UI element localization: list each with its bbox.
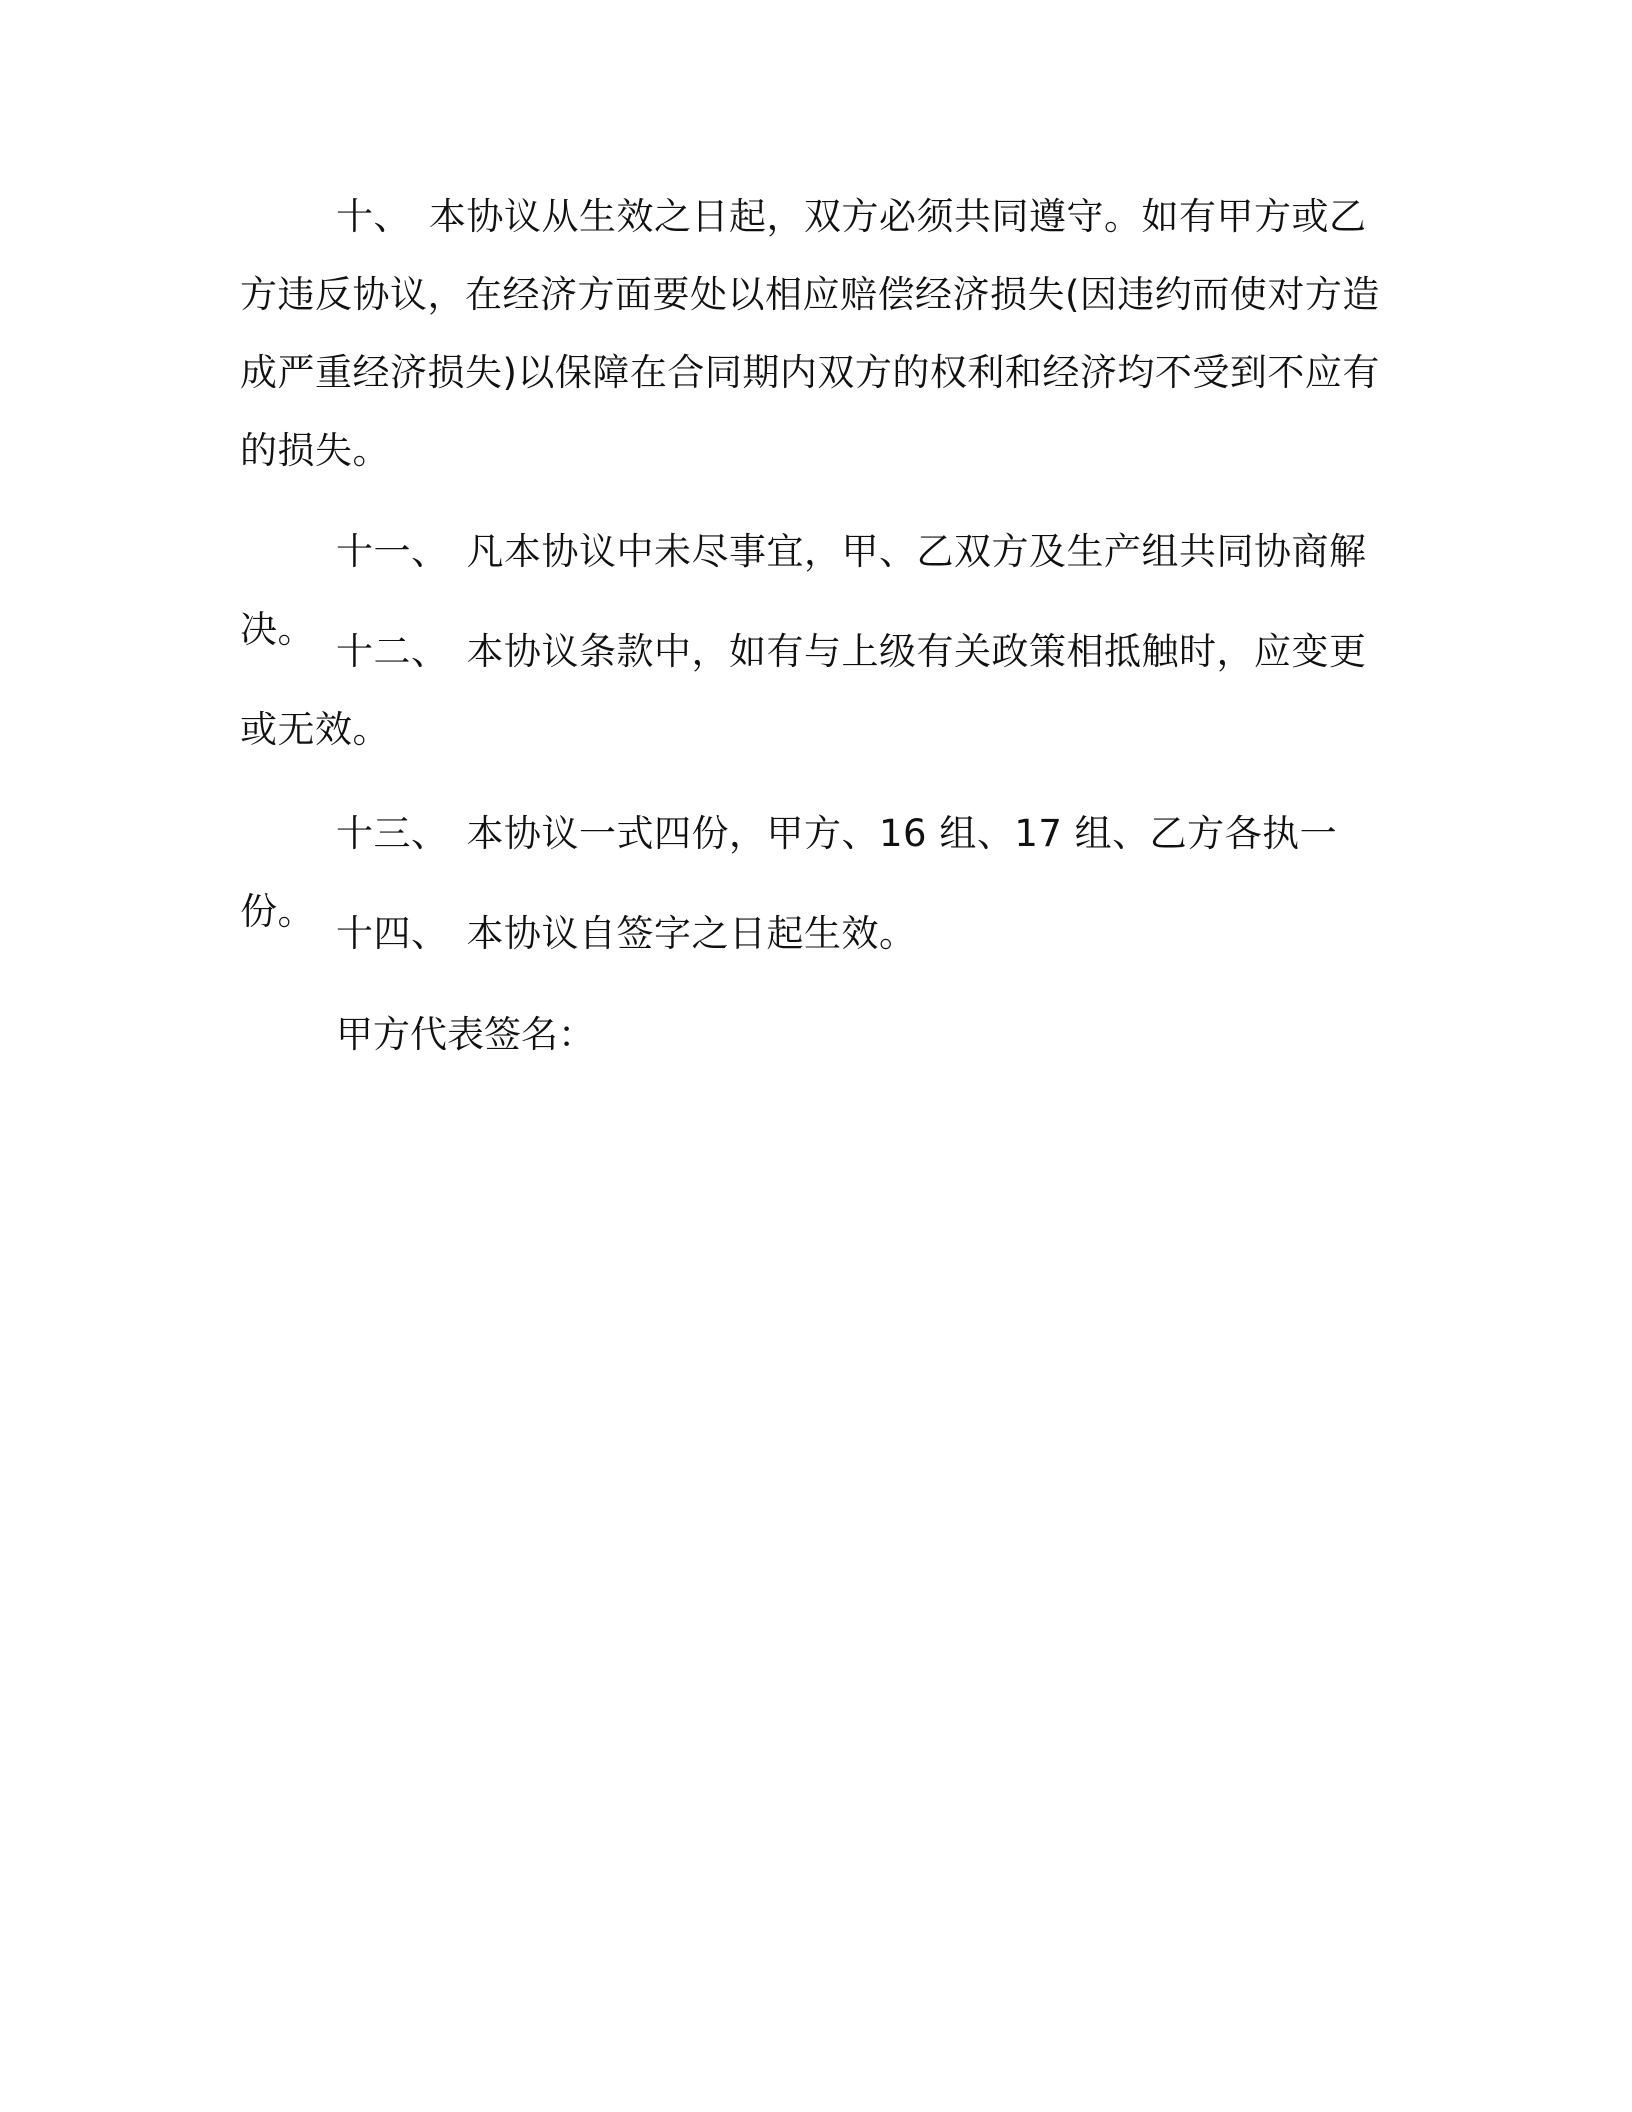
clause-text: 本协议一式四份，甲方、16 组、17 组、乙方各执一份。 <box>240 812 1338 933</box>
clause-12 <box>240 613 1400 769</box>
signature-label: 甲方代表签名： <box>336 1013 595 1056</box>
clause-number: 十二、 <box>336 630 449 673</box>
clause-14 <box>240 895 1400 973</box>
clause-number: 十一、 <box>336 530 449 573</box>
clause-number: 十、 <box>336 195 411 238</box>
clause-10 <box>240 178 1400 490</box>
clause-number: 十三、 <box>336 812 449 855</box>
clause-text: 本协议条款中，如有与上级有关政策相抵触时，应变更或无效。 <box>240 630 1367 751</box>
clause-text: 本协议自签字之日起生效。 <box>466 912 917 955</box>
clause-number: 十四、 <box>336 912 449 955</box>
clause-text: 凡本协议中未尽事宜，甲、乙双方及生产组共同协商解决。 <box>240 530 1367 651</box>
clause-text: 本协议从生效之日起，双方必须共同遵守。如有甲方或乙方违反协议，在经济方面要处以相应赔偿经济损失(因违约而使对方造成严重经济损失)以保障在合同期内双方的权利和经济均不受到不应有的损失。 <box>240 195 1380 472</box>
